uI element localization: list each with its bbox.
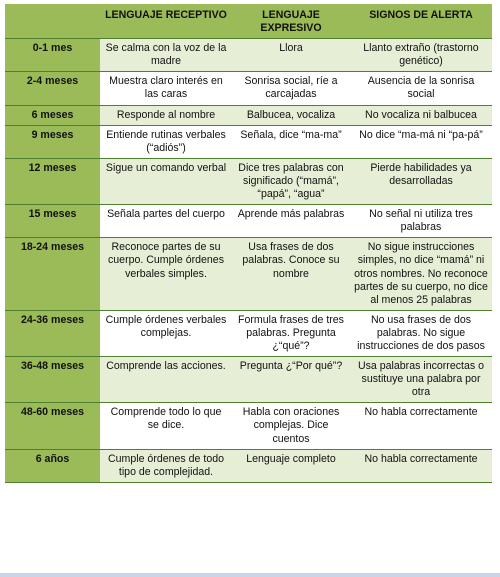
table-row bbox=[5, 205, 492, 238]
alert-cell: No habla correctamente bbox=[350, 449, 492, 482]
receptive-cell: Comprende todo lo que se dice. bbox=[100, 403, 232, 449]
header-age bbox=[5, 5, 100, 39]
header-expressive: LENGUAJE EXPRESIVO bbox=[232, 5, 350, 39]
age-cell: 18-24 meses bbox=[5, 238, 100, 310]
receptive-cell: Cumple órdenes verbales complejas. bbox=[100, 310, 232, 356]
alert-cell: No señal ni utiliza tres palabras bbox=[350, 205, 492, 238]
table-row bbox=[5, 403, 492, 449]
expressive-cell: Lenguaje completo bbox=[232, 449, 350, 482]
alert-cell: No habla correctamente bbox=[350, 403, 492, 449]
table-row bbox=[5, 238, 492, 310]
table-row bbox=[5, 158, 492, 204]
table-row bbox=[5, 449, 492, 482]
age-cell: 6 años bbox=[5, 449, 100, 482]
age-cell: 36-48 meses bbox=[5, 357, 100, 403]
expressive-cell: Pregunta ¿“Por qué”? bbox=[232, 357, 350, 403]
receptive-cell: Responde al nombre bbox=[100, 105, 232, 125]
alert-cell: Llanto extraño (trastorno genético) bbox=[350, 39, 492, 72]
header-row bbox=[5, 5, 492, 39]
alert-cell: No dice “ma-má ni “pa-pá” bbox=[350, 125, 492, 158]
expressive-cell: Aprende más palabras bbox=[232, 205, 350, 238]
alert-cell: Ausencia de la sonrisa social bbox=[350, 72, 492, 105]
age-cell: 12 meses bbox=[5, 158, 100, 204]
receptive-cell: Entiende rutinas verbales (“adiós”) bbox=[100, 125, 232, 158]
table-row bbox=[5, 72, 492, 105]
expressive-cell: Señala, dice “ma-ma” bbox=[232, 125, 350, 158]
receptive-cell: Se calma con la voz de la madre bbox=[100, 39, 232, 72]
language-milestones-table bbox=[5, 4, 492, 483]
age-cell: 24-36 meses bbox=[5, 310, 100, 356]
expressive-cell: Formula frases de tres palabras. Pregunta ¿“qué”? bbox=[232, 310, 350, 356]
age-cell: 9 meses bbox=[5, 125, 100, 158]
expressive-cell: Sonrisa social, ríe a carcajadas bbox=[232, 72, 350, 105]
table-row bbox=[5, 125, 492, 158]
language-milestones-table-container bbox=[5, 4, 492, 483]
age-cell: 6 meses bbox=[5, 105, 100, 125]
header-alert: SIGNOS DE ALERTA bbox=[350, 5, 492, 39]
alert-cell: No vocaliza ni balbucea bbox=[350, 105, 492, 125]
alert-cell: Usa palabras incorrectas o sustituye una palabra por otra bbox=[350, 357, 492, 403]
alert-cell: No sigue instrucciones simples, no dice “mamá” ni otros nombres. No reconoce partes de su cuerpo, no dice al menos 25 palabras bbox=[350, 238, 492, 310]
expressive-cell: Dice tres palabras con significado (“mamá”, “papá”, “agua” bbox=[232, 158, 350, 204]
age-cell: 15 meses bbox=[5, 205, 100, 238]
receptive-cell: Sigue un comando verbal bbox=[100, 158, 232, 204]
table-row bbox=[5, 105, 492, 125]
receptive-cell: Muestra claro interés en las caras bbox=[100, 72, 232, 105]
table-row bbox=[5, 357, 492, 403]
receptive-cell: Cumple órdenes de todo tipo de complejidad. bbox=[100, 449, 232, 482]
bottom-edge-bar bbox=[0, 573, 500, 577]
table-row bbox=[5, 39, 492, 72]
receptive-cell: Comprende las acciones. bbox=[100, 357, 232, 403]
age-cell: 48-60 meses bbox=[5, 403, 100, 449]
table-row bbox=[5, 310, 492, 356]
alert-cell: Pierde habilidades ya desarrolladas bbox=[350, 158, 492, 204]
receptive-cell: Reconoce partes de su cuerpo. Cumple órdenes verbales simples. bbox=[100, 238, 232, 310]
age-cell: 2-4 meses bbox=[5, 72, 100, 105]
alert-cell: No usa frases de dos palabras. No sigue instrucciones de dos pasos bbox=[350, 310, 492, 356]
header-receptive: LENGUAJE RECEPTIVO bbox=[100, 5, 232, 39]
expressive-cell: Usa frases de dos palabras. Conoce su nombre bbox=[232, 238, 350, 310]
expressive-cell: Balbucea, vocaliza bbox=[232, 105, 350, 125]
receptive-cell: Señala partes del cuerpo bbox=[100, 205, 232, 238]
expressive-cell: Llora bbox=[232, 39, 350, 72]
expressive-cell: Habla con oraciones complejas. Dice cuentos bbox=[232, 403, 350, 449]
age-cell: 0-1 mes bbox=[5, 39, 100, 72]
